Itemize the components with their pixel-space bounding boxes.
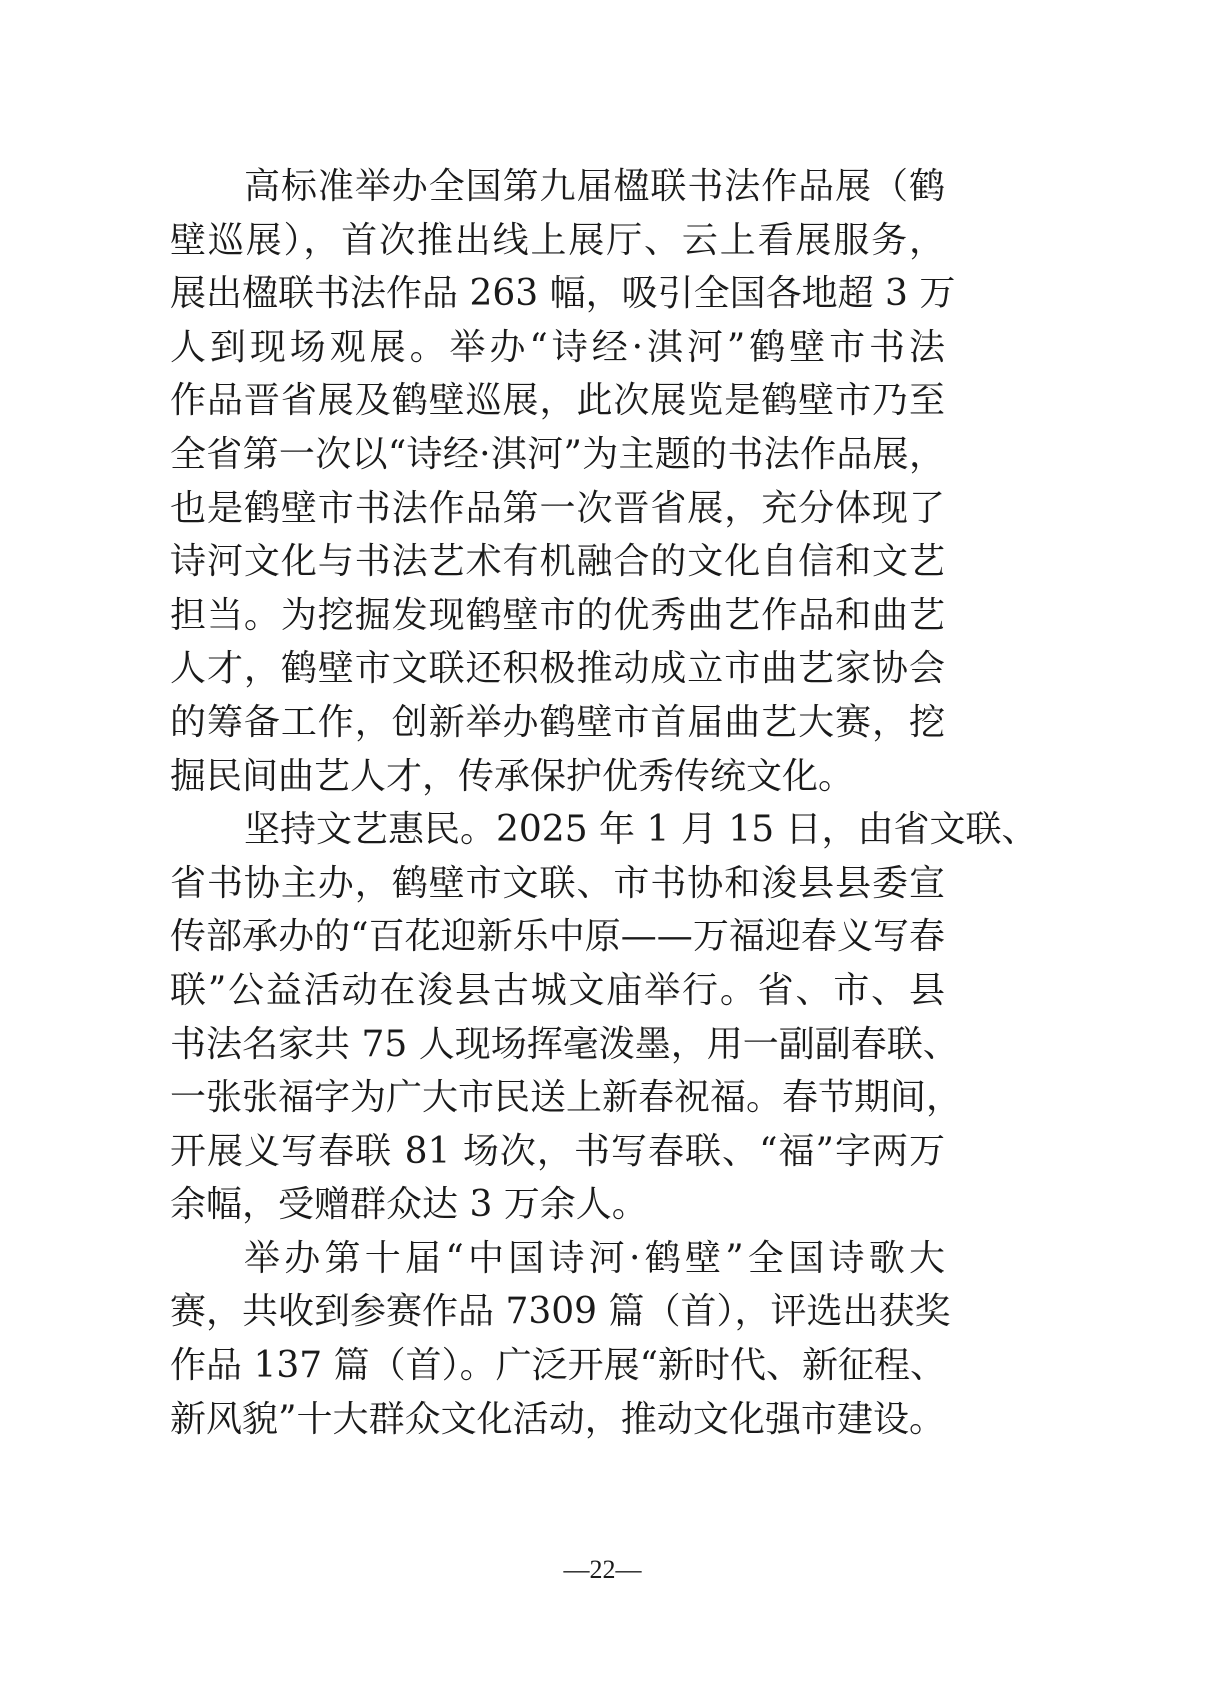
paragraph-poetry-competition xyxy=(170,1232,951,1446)
text-line: 一张张福字为广大市民送上新春祝福。春节期间， xyxy=(170,1077,963,1119)
text-line: 省书协主办，鹤壁市文联、市书协和浚县县委宣 xyxy=(170,862,945,904)
text-line: 壁巡展），首次推出线上展厅、云上看展服务， xyxy=(170,219,945,261)
body-text xyxy=(170,160,1038,1446)
paragraph-calligraphy-exhibitions xyxy=(170,160,956,803)
text-line: 新风貌”十大群众文化活动，推动文化强市建设。 xyxy=(170,1398,945,1440)
text-line: 诗河文化与书法艺术有机融合的文化自信和文艺 xyxy=(170,541,945,583)
text-line: 书法名家共 75 人现场挥毫泼墨，用一副副春联、 xyxy=(170,1023,959,1065)
text-line: 传部承办的“百花迎新乐中原——万福迎春义写春 xyxy=(170,916,945,958)
text-line: 全省第一次以“诗经·淇河”为主题的书法作品展， xyxy=(170,433,945,475)
text-line: 掘民间曲艺人才，传承保护优秀传统文化。 xyxy=(170,755,855,797)
text-line: 的筹备工作，创新举办鹤壁市首届曲艺大赛，挖 xyxy=(170,701,945,743)
text-line: 人到现场观展。举办“诗经·淇河”鹤壁市书法 xyxy=(170,326,945,368)
page-number: —22— xyxy=(563,1555,642,1584)
text-line: 也是鹤壁市书法作品第一次晋省展，充分体现了 xyxy=(170,487,945,529)
text-line: 担当。为挖掘发现鹤壁市的优秀曲艺作品和曲艺 xyxy=(170,594,945,636)
text-line: 高标准举办全国第九届楹联书法作品展（鹤 xyxy=(244,166,945,207)
text-line: 展出楹联书法作品 263 幅，吸引全国各地超 3 万 xyxy=(170,273,956,315)
text-line: 作品 137 篇（首）。广泛开展“新时代、新征程、 xyxy=(170,1345,947,1387)
text-line: 人才，鹤壁市文联还积极推动成立市曲艺家协会 xyxy=(170,648,945,690)
text-line: 举办第十届“中国诗河·鹤壁”全国诗歌大 xyxy=(244,1237,945,1279)
text-line: 坚持文艺惠民。2025 年 1 月 15 日，由省文联、 xyxy=(244,809,1038,851)
text-line: 余幅，受赠群众达 3 万余人。 xyxy=(170,1184,648,1226)
text-line: 作品晋省展及鹤壁巡展，此次展览是鹤壁市乃至 xyxy=(170,380,945,422)
text-line: 联”公益活动在浚县古城文庙举行。省、市、县 xyxy=(170,969,945,1011)
text-line: 赛，共收到参赛作品 7309 篇（首），评选出获奖 xyxy=(170,1291,951,1333)
paragraph-arts-for-the-people xyxy=(170,803,1038,1232)
text-line: 开展义写春联 81 场次，书写春联、“福”字两万 xyxy=(170,1130,945,1172)
